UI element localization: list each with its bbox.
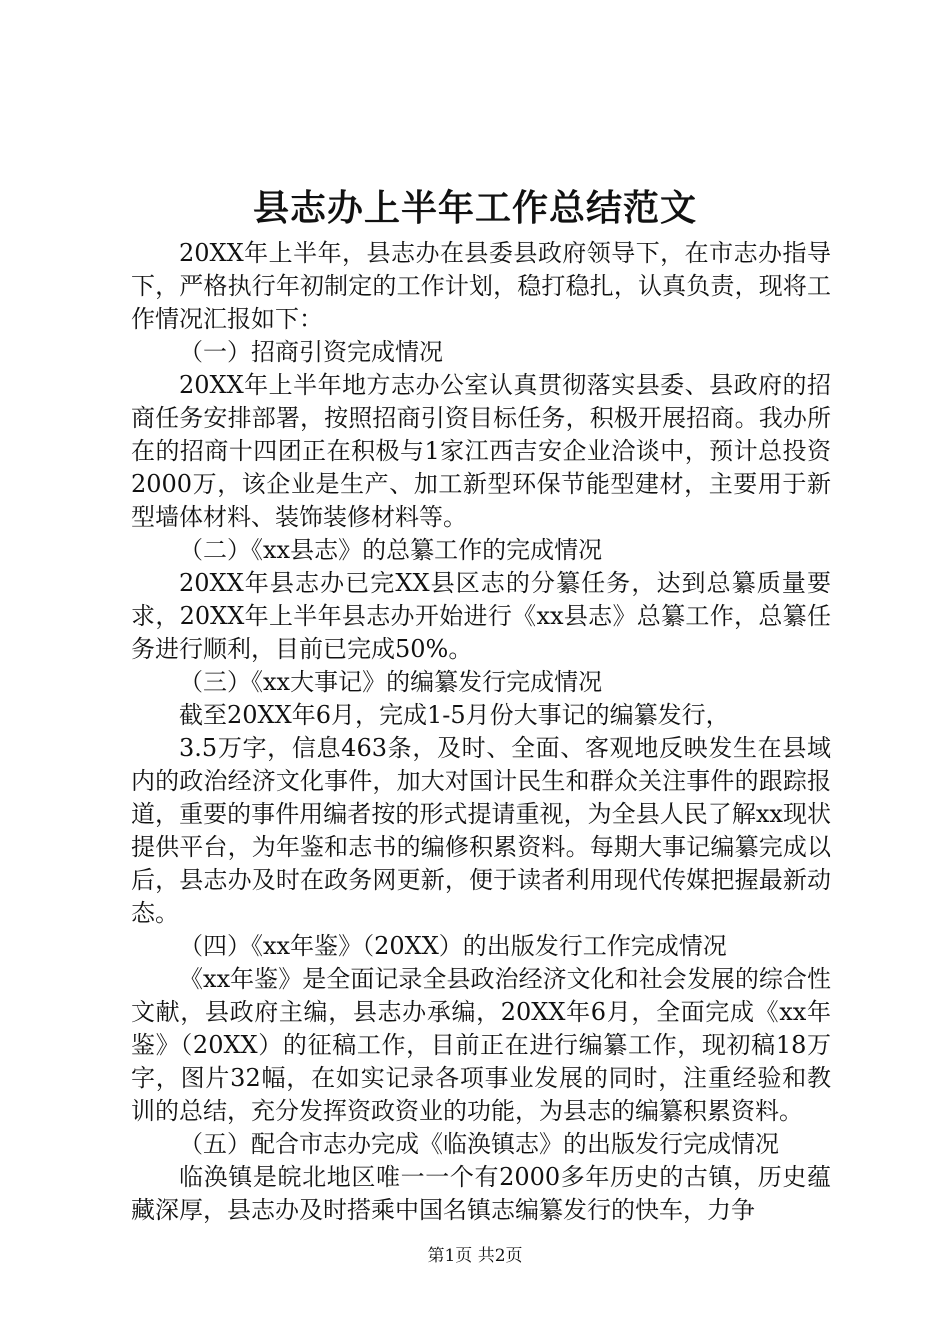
section-body-1: 20XX年上半年地方志办公室认真贯彻落实县委、县政府的招商任务安排部署，按照招商引资目标任务，积极开展招商。我办所在的招商十四团正在积极与1家江西吉安企业洽谈中，预计总投资2000万，该企业是生产、加工新型环保节能型建材，主要用于新型墙体材料、装饰装修材料等。 — [131, 371, 831, 531]
page-footer: 第1页 共2页 — [427, 1246, 523, 1266]
section-body-3a: 截至20XX年6月，完成1-5月份大事记的编纂发行， — [179, 701, 730, 729]
section-heading-2: （二）《xx县志》的总纂工作的完成情况 — [179, 536, 603, 564]
section-body-4: 《xx年鉴》是全面记录全县政治经济文化和社会发展的综合性文献，县政府主编，县志办承编，20XX年6月，全面完成《xx年鉴》（20XX）的征稿工作，目前正在进行编纂工作，现初稿18万字，图片32幅，在如实记录各项事业发展的同时，注重经验和教训的总结，充分发挥资政资业的功能，为县志的编纂积累资料。 — [131, 965, 831, 1125]
section-body-3b: 3.5万字，信息463条，及时、全面、客观地反映发生在县域内的政治经济文化事件，加大对国计民生和群众关注事件的跟踪报道，重要的事件用编者按的形式提请重视，为全县人民了解xx现状提供平台，为年鉴和志书的编修积累资料。每期大事记编纂完成以后，县志办及时在政务网更新，便于读者利用现代传媒把握最新动态。 — [131, 734, 831, 927]
section-body-5: 临涣镇是皖北地区唯一一个有2000多年历史的古镇，历史蕴藏深厚，县志办及时搭乘中国名镇志编纂发行的快车，力争 — [131, 1163, 831, 1224]
section-heading-4: （四）《xx年鉴》（20XX）的出版发行工作完成情况 — [179, 932, 727, 960]
section-heading-5: （五）配合市志办完成《临涣镇志》的出版发行完成情况 — [179, 1130, 779, 1158]
page-title: 县志办上半年工作总结范文 — [252, 187, 697, 229]
section-body-2: 20XX年县志办已完XX县区志的分纂任务，达到总纂质量要求，20XX年上半年县志办开始进行《xx县志》总纂工作，总纂任务进行顺利，目前已完成50%。 — [131, 569, 831, 663]
document-body — [131, 237, 831, 1227]
intro-paragraph: 20XX年上半年，县志办在县委县政府领导下，在市志办指导下，严格执行年初制定的工作计划，稳打稳扎，认真负责，现将工作情况汇报如下： — [131, 239, 831, 333]
section-heading-1: （一）招商引资完成情况 — [179, 338, 443, 366]
section-heading-3: （三）《xx大事记》的编纂发行完成情况 — [179, 668, 603, 696]
